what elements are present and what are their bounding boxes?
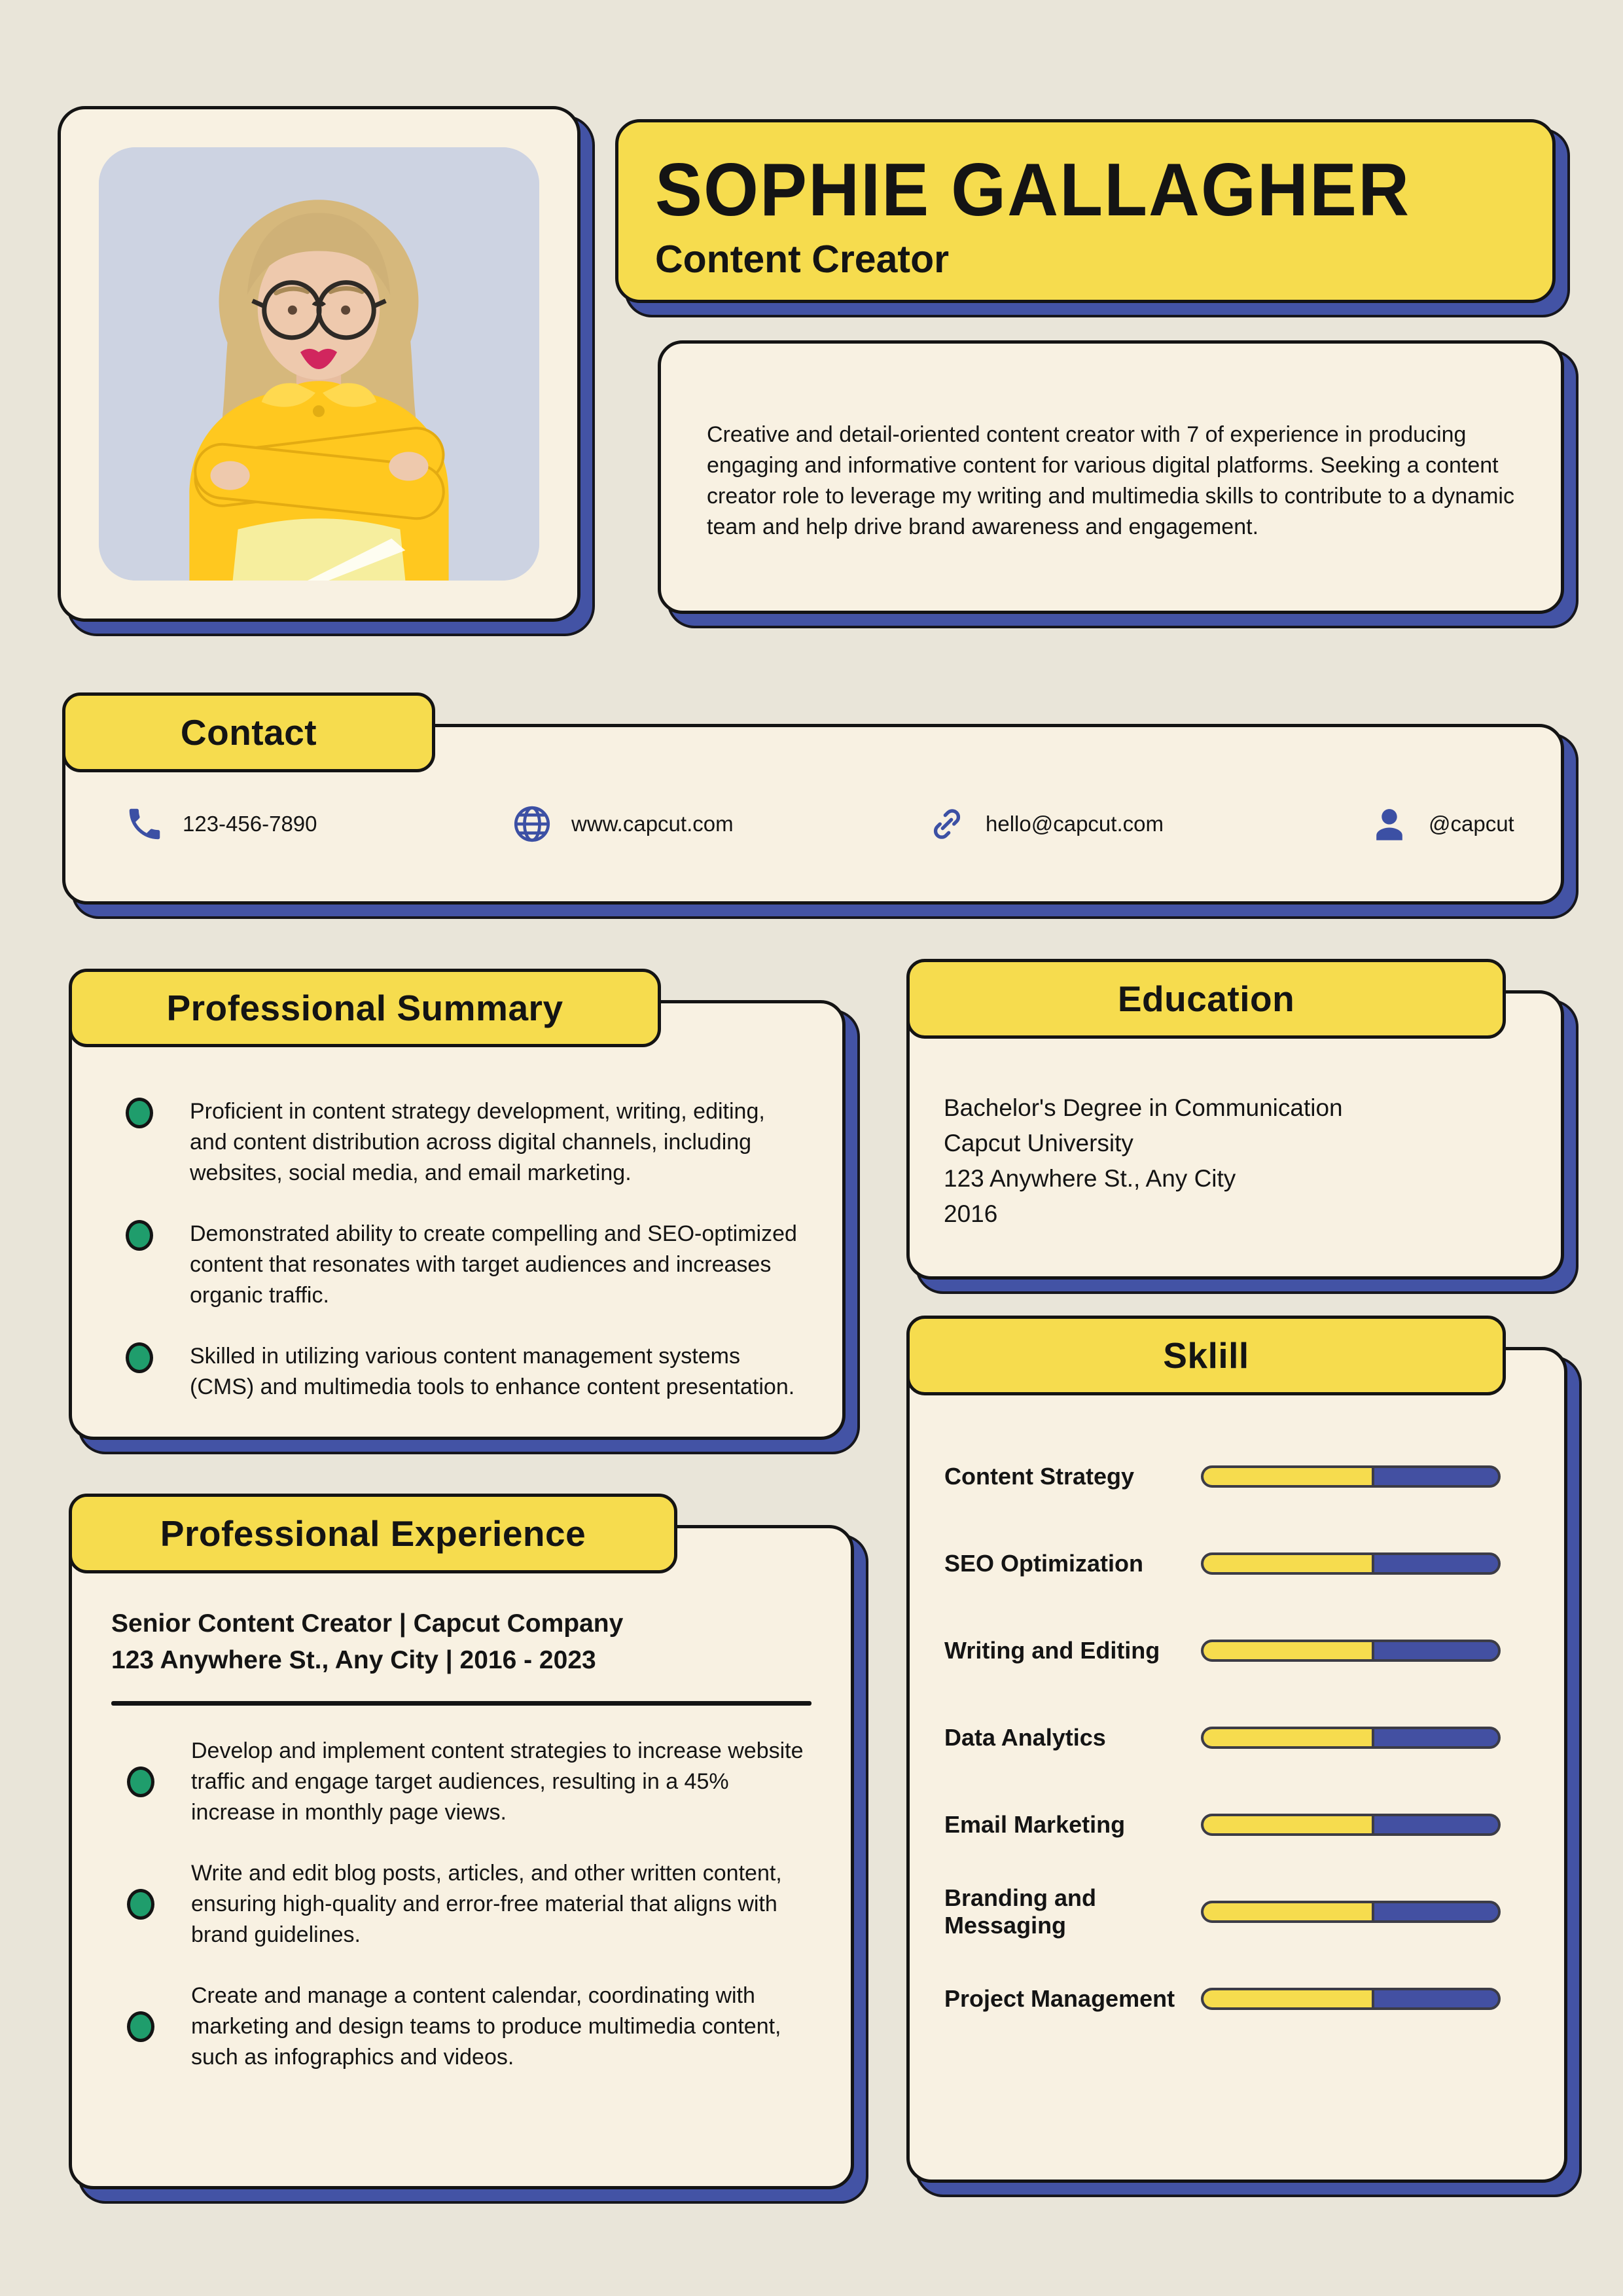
skill-row bbox=[944, 1607, 1533, 1694]
contact-item-email bbox=[926, 727, 1164, 901]
green-dot-icon bbox=[126, 1098, 153, 1128]
experience-tab bbox=[69, 1494, 677, 1573]
skill-name: Writing and Editing bbox=[944, 1636, 1160, 1664]
skill-bar bbox=[1201, 1640, 1501, 1662]
education-degree: Bachelor's Degree in Communication bbox=[944, 1094, 1343, 1121]
skill-bar bbox=[1201, 1901, 1501, 1923]
name-card bbox=[615, 119, 1556, 303]
skill-name: SEO Optimization bbox=[944, 1549, 1144, 1577]
skill-bar-fill bbox=[1204, 1903, 1374, 1920]
profile-photo bbox=[99, 147, 539, 581]
experience-meta: 123 Anywhere St., Any City | 2016 - 2023 bbox=[111, 1646, 596, 1674]
green-dot-icon bbox=[127, 1889, 154, 1920]
professional-summary-card bbox=[69, 1000, 846, 1440]
portrait-illustration bbox=[99, 147, 539, 581]
skill-row bbox=[944, 1694, 1533, 1781]
skills-card bbox=[906, 1347, 1567, 2183]
divider bbox=[111, 1701, 812, 1706]
education-title: Education bbox=[1117, 978, 1295, 1019]
phone-number: 123-456-7890 bbox=[183, 812, 317, 836]
contact-item-social bbox=[1368, 727, 1514, 901]
experience-role: Senior Content Creator | Capcut Company bbox=[111, 1609, 624, 1638]
summary-bullet: Proficient in content strategy development, writing, editing, and content distribution across digital channels, including websites, social media, and email marketing. bbox=[110, 1096, 804, 1189]
experience-bullet: Write and edit blog posts, articles, and other written content, ensuring high-quality and error-free material that aligns with brand guidelines. bbox=[111, 1858, 812, 1950]
experience-bullet: Create and manage a content calendar, coordinating with marketing and design teams to produce multimedia content, such as infographics and videos. bbox=[111, 1981, 812, 2073]
skill-row bbox=[944, 1433, 1533, 1520]
education-address: 123 Anywhere St., Any City bbox=[944, 1165, 1236, 1192]
education-tab bbox=[906, 959, 1506, 1039]
skill-bar-fill bbox=[1204, 1816, 1374, 1833]
green-dot-icon bbox=[126, 1342, 153, 1373]
skill-bar-fill bbox=[1204, 1555, 1374, 1572]
skill-bar bbox=[1201, 1988, 1501, 2010]
skill-bar bbox=[1201, 1552, 1501, 1575]
education-year: 2016 bbox=[944, 1200, 998, 1227]
skill-bar bbox=[1201, 1465, 1501, 1488]
globe-icon bbox=[510, 802, 554, 846]
phone-icon bbox=[124, 804, 165, 844]
skill-bar bbox=[1201, 1814, 1501, 1836]
skill-name: Content Strategy bbox=[944, 1462, 1135, 1490]
green-dot-icon bbox=[127, 1767, 154, 1797]
summary-bullet: Skilled in utilizing various content management systems (CMS) and multimedia tools to enhance content presentation. bbox=[110, 1341, 804, 1403]
skill-row bbox=[944, 1520, 1533, 1607]
skill-name: Email Marketing bbox=[944, 1810, 1126, 1838]
skill-name: Project Management bbox=[944, 1984, 1175, 2012]
education-school: Capcut University bbox=[944, 1130, 1133, 1157]
skill-bar-fill bbox=[1204, 1642, 1374, 1659]
skill-bar-fill bbox=[1204, 1990, 1374, 2007]
person-name: SOPHIE GALLAGHER bbox=[655, 147, 1411, 232]
person-role: Content Creator bbox=[655, 238, 950, 281]
skills-title: Sklill bbox=[1163, 1335, 1249, 1376]
objective-card bbox=[658, 340, 1564, 614]
website-url: www.capcut.com bbox=[571, 812, 734, 836]
skill-row bbox=[944, 1781, 1533, 1868]
experience-title: Professional Experience bbox=[160, 1513, 586, 1554]
user-icon bbox=[1368, 802, 1411, 846]
social-handle: @capcut bbox=[1429, 812, 1514, 836]
email-address: hello@capcut.com bbox=[986, 812, 1164, 836]
objective-text: Creative and detail-oriented content creator with 7 of experience in producing engaging and informative content for various digital platforms. Seeking a content creator role to leverage my writing and multimedia skills to contribute to a dynamic team and help drive brand awareness and engagement. bbox=[707, 422, 1514, 539]
skill-bar bbox=[1201, 1727, 1501, 1749]
contact-section-title: Contact bbox=[180, 712, 317, 753]
photo-card bbox=[58, 106, 580, 622]
experience-bullet: Develop and implement content strategies to increase website traffic and engage target audiences, resulting in a 45% increase in monthly page views. bbox=[111, 1736, 812, 1828]
contact-item-website bbox=[510, 727, 734, 901]
experience-card bbox=[69, 1525, 854, 2189]
skill-name: Data Analytics bbox=[944, 1723, 1106, 1751]
professional-summary-title: Professional Summary bbox=[166, 988, 563, 1028]
green-dot-icon bbox=[126, 1220, 153, 1251]
contact-section-tab bbox=[62, 692, 435, 772]
green-dot-icon bbox=[127, 2011, 154, 2042]
professional-summary-tab bbox=[69, 969, 661, 1047]
skill-name: Branding and Messaging bbox=[944, 1884, 1096, 1939]
link-icon bbox=[926, 803, 968, 845]
skill-row bbox=[944, 1955, 1533, 2042]
skill-bar-fill bbox=[1204, 1468, 1374, 1485]
skills-tab bbox=[906, 1316, 1506, 1395]
summary-bullet: Demonstrated ability to create compelling and SEO-optimized content that resonates with target audiences and increases organic traffic. bbox=[110, 1219, 804, 1311]
skill-bar-fill bbox=[1204, 1729, 1374, 1746]
skill-row bbox=[944, 1868, 1533, 1955]
